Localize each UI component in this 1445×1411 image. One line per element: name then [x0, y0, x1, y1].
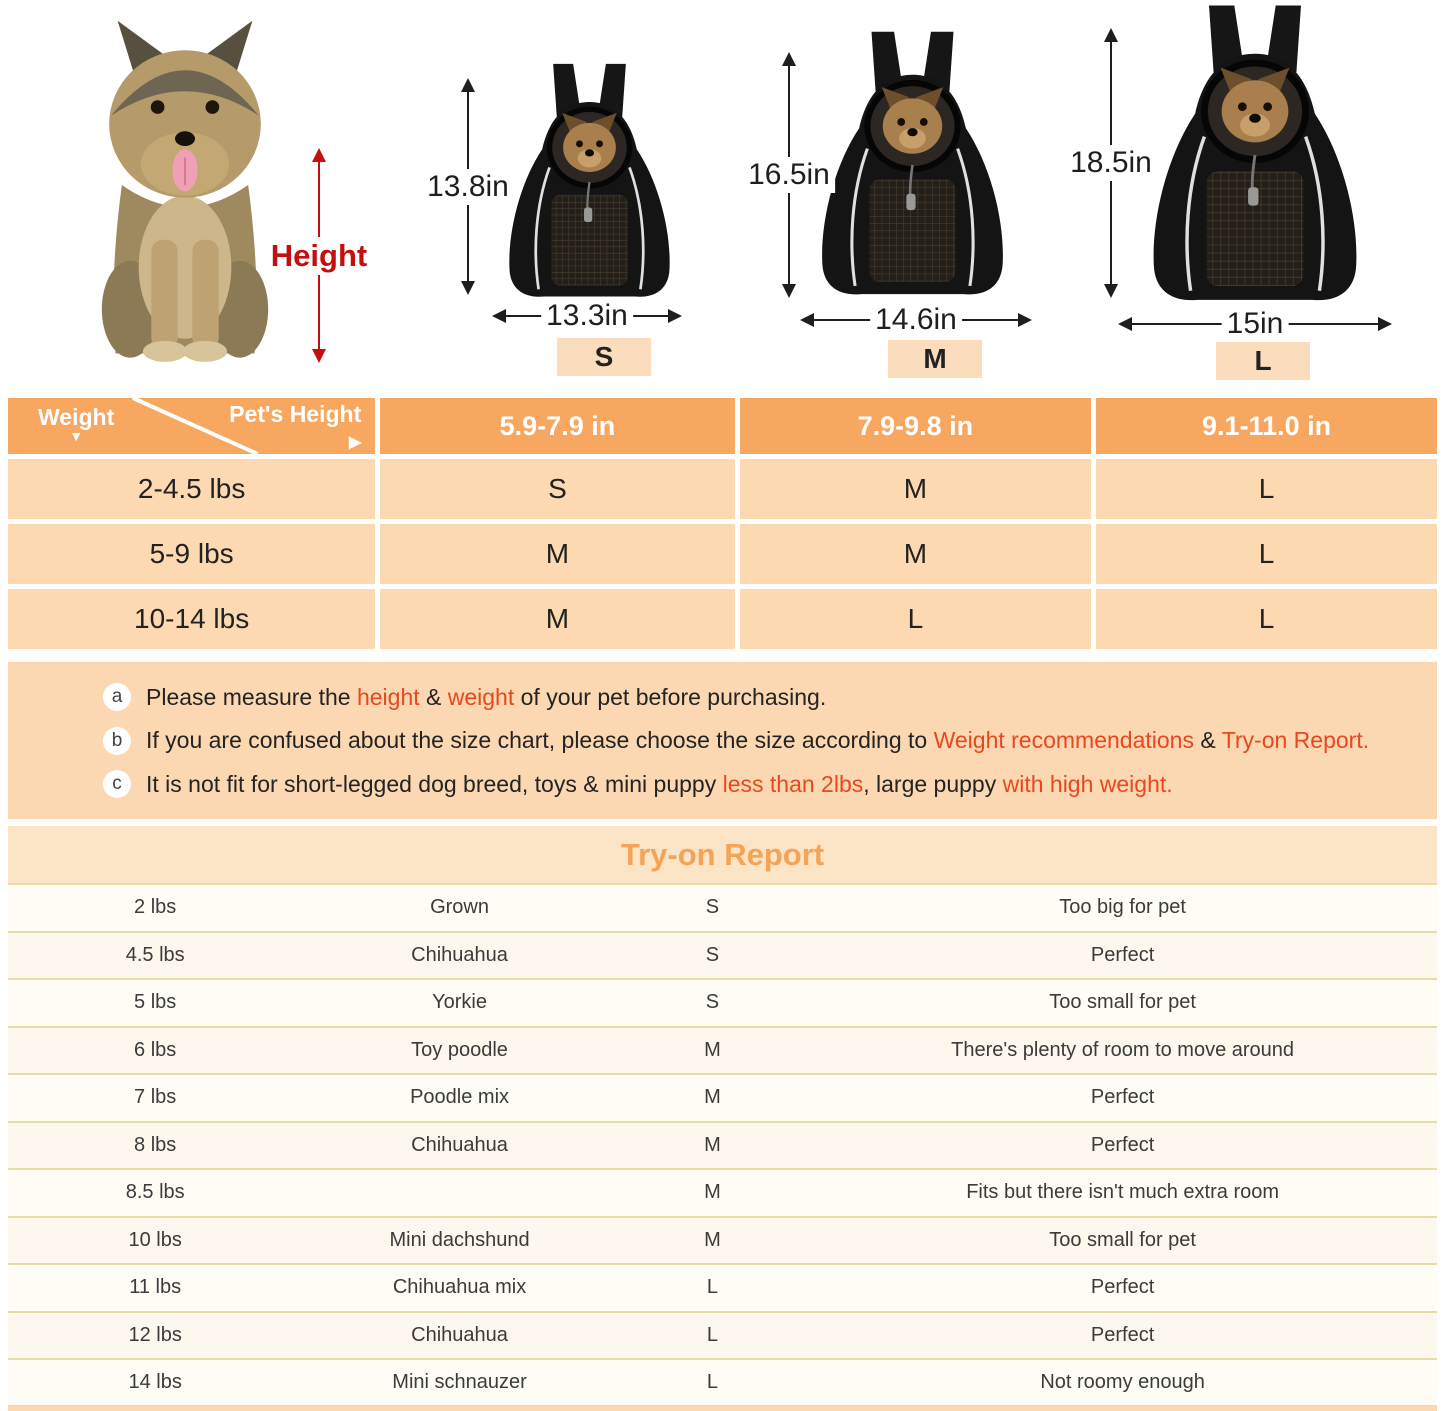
note-segment: , large puppy — [863, 770, 1003, 797]
notes-panel — [8, 662, 1437, 819]
tryon-weight: 7 lbs — [134, 1086, 177, 1109]
row-weight: 10-14 lbs — [8, 589, 375, 649]
tryon-breed: Chihuahua mix — [392, 1276, 527, 1299]
column-header: 5.9-7.9 in — [380, 398, 734, 454]
backpack-l-width: 15in — [1222, 306, 1289, 342]
note-badge: a — [103, 683, 131, 711]
note-segment: If you are confused about the size chart, please choose the size according to — [146, 727, 934, 754]
tryon-size: M — [704, 1228, 721, 1251]
tryon-size: S — [705, 943, 720, 966]
note-highlight: with high weight. — [1002, 770, 1173, 797]
note-highlight: weight — [447, 684, 515, 711]
size-chart-corner-cell — [8, 398, 375, 454]
size-value: L — [1096, 459, 1437, 519]
tryon-row — [8, 1216, 1437, 1264]
note-row — [103, 724, 1401, 756]
note-row — [103, 768, 1401, 800]
tryon-breed: Chihuahua — [411, 1133, 508, 1156]
note-badge: b — [103, 727, 131, 755]
arrow-down-icon — [312, 349, 326, 363]
corner-weight-label: Weight ▼ — [38, 404, 115, 445]
note-text — [146, 768, 1173, 800]
backpack-s-illustration — [497, 62, 682, 302]
tryon-row — [8, 1311, 1437, 1359]
tryon-verdict: Perfect — [1090, 943, 1155, 966]
size-value: L — [1096, 524, 1437, 584]
size-chart-table — [8, 398, 1437, 649]
note-highlight: Try-on Report. — [1221, 727, 1370, 754]
tryon-size: S — [705, 896, 720, 919]
size-value: S — [380, 459, 734, 519]
tryon-size: M — [704, 1086, 721, 1109]
tryon-verdict: Too small for pet — [1049, 1228, 1196, 1251]
arrow-down-icon — [1104, 284, 1118, 298]
tryon-row — [8, 931, 1437, 979]
row-weight: 2-4.5 lbs — [8, 459, 375, 519]
size-value: M — [740, 524, 1092, 584]
note-segment: Please measure the — [146, 684, 357, 711]
tryon-row — [8, 1073, 1437, 1121]
pet-height-arrow — [270, 148, 368, 363]
arrow-right-icon — [668, 309, 682, 323]
tryon-breed: Yorkie — [432, 991, 487, 1014]
note-segment: & — [419, 684, 448, 711]
tryon-weight: 8.5 lbs — [125, 1181, 185, 1204]
note-text — [146, 681, 826, 713]
tryon-row — [8, 1358, 1437, 1406]
size-value: M — [380, 589, 734, 649]
tryon-weight: 5 lbs — [134, 991, 177, 1014]
backpack-l-width-arrow — [1118, 307, 1392, 340]
arrow-right-icon — [1018, 313, 1032, 327]
tryon-breed: Chihuahua — [411, 1323, 508, 1346]
tryon-row — [8, 978, 1437, 1026]
tryon-report-title: Try-on Report — [8, 826, 1437, 883]
tryon-size: M — [704, 1181, 721, 1204]
tryon-breed: Mini dachshund — [389, 1228, 530, 1251]
tryon-weight: 10 lbs — [128, 1228, 182, 1251]
note-badge: c — [103, 770, 131, 798]
right-triangle-icon: ▶ — [348, 433, 362, 451]
tryon-breed: Mini schnauzer — [392, 1371, 527, 1394]
tryon-breed: Chihuahua — [411, 943, 508, 966]
backpack-s-height-arrow — [427, 78, 509, 295]
tryon-verdict: There's plenty of room to move around — [951, 1038, 1295, 1061]
yorkie-photo — [45, 6, 325, 364]
tryon-row — [8, 1263, 1437, 1311]
note-text — [146, 724, 1369, 756]
tryon-verdict: Perfect — [1090, 1086, 1155, 1109]
tryon-weight: 14 lbs — [128, 1371, 182, 1394]
tryon-size: M — [704, 1038, 721, 1061]
column-header: 7.9-9.8 in — [740, 398, 1092, 454]
bottom-accent-strip — [8, 1405, 1437, 1411]
backpack-s-width-arrow — [492, 299, 682, 332]
arrow-right-icon — [1378, 317, 1392, 331]
tryon-verdict: Not roomy enough — [1040, 1371, 1205, 1394]
backpack-l-illustration — [1140, 0, 1370, 310]
tryon-weight: 6 lbs — [134, 1038, 177, 1061]
pet-height-label: Height — [266, 237, 372, 275]
tryon-report-section — [8, 826, 1437, 1406]
size-value: M — [740, 459, 1092, 519]
tryon-weight: 12 lbs — [128, 1323, 182, 1346]
note-highlight: Weight recommendations — [933, 727, 1194, 754]
tryon-row — [8, 1026, 1437, 1074]
note-segment: & — [1193, 727, 1222, 754]
arrow-down-icon — [461, 281, 475, 295]
tryon-verdict: Too big for pet — [1059, 896, 1186, 919]
tryon-weight: 2 lbs — [134, 896, 177, 919]
tryon-size: L — [706, 1323, 719, 1346]
tryon-verdict: Perfect — [1090, 1276, 1155, 1299]
tryon-size: L — [706, 1276, 719, 1299]
tryon-breed: Grown — [430, 896, 489, 919]
note-segment: of your pet before purchasing. — [514, 684, 827, 711]
tryon-weight: 8 lbs — [134, 1133, 177, 1156]
backpack-m-height-arrow — [748, 52, 830, 298]
note-highlight: less than 2lbs — [722, 770, 864, 797]
backpack-s-height: 13.8in — [422, 169, 514, 205]
row-weight: 5-9 lbs — [8, 524, 375, 584]
tryon-weight: 4.5 lbs — [125, 943, 185, 966]
note-segment: It is not fit for short-legged dog breed, toys & mini puppy — [146, 770, 723, 797]
corner-pets-height-label: Pet's Height ▶ — [229, 401, 362, 451]
tryon-verdict: Fits but there isn't much extra room — [966, 1181, 1280, 1204]
tryon-rows — [8, 883, 1437, 1406]
note-highlight: height — [356, 684, 420, 711]
backpack-s-width: 13.3in — [541, 298, 633, 334]
size-chip-s: S — [557, 338, 651, 376]
arrow-down-icon — [782, 284, 796, 298]
backpack-m-illustration — [810, 25, 1015, 305]
tryon-size: M — [704, 1133, 721, 1156]
down-triangle-icon: ▼ — [69, 428, 84, 445]
backpack-l-height-arrow — [1070, 28, 1152, 298]
size-value: L — [1096, 589, 1437, 649]
backpack-l-height: 18.5in — [1065, 145, 1157, 181]
size-chip-m: M — [888, 340, 982, 378]
backpack-m-width: 14.6in — [870, 302, 962, 338]
tryon-verdict: Too small for pet — [1049, 991, 1196, 1014]
backpack-m-width-arrow — [800, 303, 1032, 336]
column-header: 9.1-11.0 in — [1096, 398, 1437, 454]
size-value: M — [380, 524, 734, 584]
tryon-verdict: Perfect — [1090, 1133, 1155, 1156]
tryon-row — [8, 883, 1437, 931]
tryon-verdict: Perfect — [1090, 1323, 1155, 1346]
note-row — [103, 681, 1401, 713]
tryon-size: S — [705, 991, 720, 1014]
size-chip-l: L — [1216, 342, 1310, 380]
backpack-m-height: 16.5in — [743, 157, 835, 193]
tryon-weight: 11 lbs — [129, 1276, 182, 1299]
tryon-row — [8, 1168, 1437, 1216]
tryon-row — [8, 1121, 1437, 1169]
tryon-size: L — [706, 1371, 719, 1394]
size-value: L — [740, 589, 1092, 649]
tryon-breed: Toy poodle — [411, 1038, 508, 1061]
tryon-breed: Poodle mix — [410, 1086, 510, 1109]
